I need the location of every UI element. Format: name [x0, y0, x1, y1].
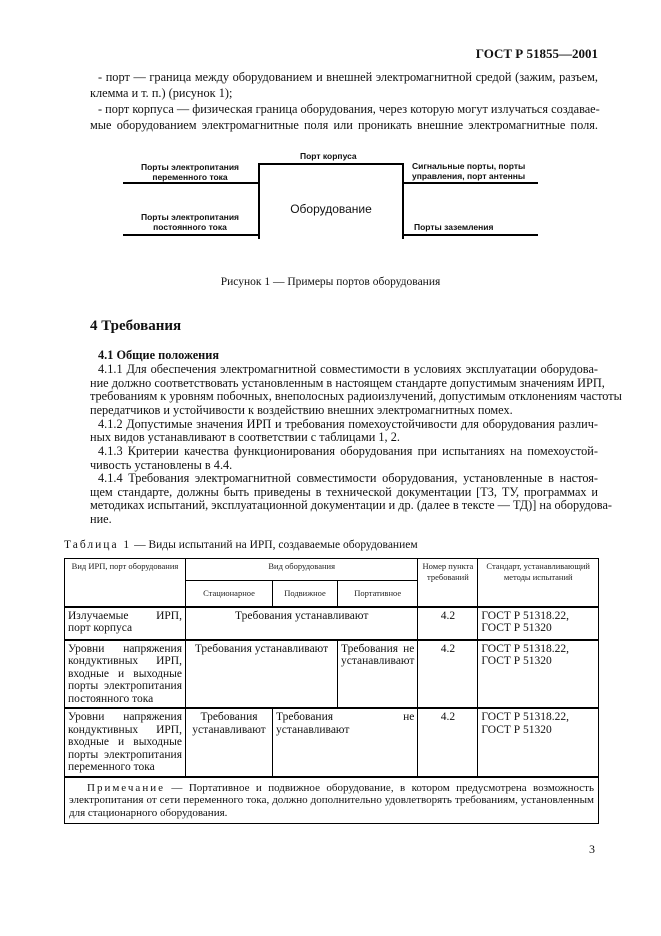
label-line: Порты электропитания	[140, 162, 240, 172]
enclosure-port-label: Порт корпуса	[300, 151, 357, 161]
text-line: щем стандарте, должны быть приведены в технической документации [ТЗ, ТУ, программах и	[90, 485, 598, 499]
cell-type: Уровни напряжения кондуктивных ИРП, входные и выходные порты электропитания переменного тока	[65, 708, 186, 777]
equipment-box	[258, 163, 404, 239]
text-line: - порт — граница между оборудованием и внешней электромагнитной средой (зажим, разъем,	[98, 70, 598, 84]
text-line: - порт корпуса — физическая граница оборудования, через которую могут излучаться создавае-	[98, 102, 600, 116]
emission-tests-table	[64, 558, 599, 824]
text-line: клемма и т. п.) (рисунок 1);	[90, 86, 233, 100]
text-line: ных видов устанавливают в соответствии с таблицами 1, 2.	[90, 430, 400, 444]
ground-port-label: Порты заземления	[414, 222, 494, 232]
signal-port-line	[402, 182, 538, 184]
cell-requirements: Требования устанавливают	[186, 607, 418, 640]
text-line: ние должно соответствовать установленным в настоящем стандарте допустимым значениям ИРП,	[90, 376, 605, 390]
table-row	[65, 607, 599, 640]
section-title: 4 Требования	[90, 318, 182, 334]
cell-clause: 4.2	[418, 640, 478, 709]
text-line: передатчиков и устойчивости к воздействию внешних электромагнитных помех.	[90, 403, 513, 417]
cell-standard: ГОСТ Р 51318.22, ГОСТ Р 51320	[478, 640, 599, 709]
cell-standard: ГОСТ Р 51318.22, ГОСТ Р 51320	[478, 607, 599, 640]
signal-port-label	[412, 161, 525, 181]
dc-port-label	[125, 212, 255, 232]
text-line: мые оборудованием электромагнитные поля или проникать внешние электромагнитные поля.	[90, 118, 598, 132]
text-line: 4.1.1 Для обеспечения электромагнитной совместимости в условиях эксплуатации оборудова-	[98, 362, 598, 376]
cell-requirements: Требования не устанавливают	[273, 708, 418, 777]
dc-port-line	[123, 234, 258, 236]
cell-requirements-portable: Требования не устанавливают	[338, 640, 418, 709]
cell-standard: ГОСТ Р 51318.22, ГОСТ Р 51320	[478, 708, 599, 777]
table-header-row	[65, 559, 599, 581]
table-caption-label: Таблица 1	[64, 539, 132, 551]
header-stationary: Стационарное	[186, 581, 273, 607]
cell-clause: 4.2	[418, 708, 478, 777]
header-clause: Номер пункта требований	[418, 559, 478, 607]
equipment-label: Оборудование	[290, 202, 372, 216]
label-line: переменного тока	[152, 172, 228, 182]
table-caption	[64, 538, 418, 552]
text-line: 4.1.3 Критерии качества функционирования оборудования при испытаниях на помехоустой-	[98, 444, 598, 458]
table-note	[65, 777, 599, 824]
cell-type: Уровни напряжения кондуктивных ИРП, входные и выходные порты электропитания постоянного тока	[65, 640, 186, 709]
document-id: ГОСТ Р 51855—2001	[475, 46, 598, 61]
text-line: чивость установлены в 4.4.	[90, 458, 233, 472]
table-row	[65, 640, 599, 709]
page-number: 3	[589, 842, 595, 856]
text-line: 4.1.4 Требования электромагнитной совместимости оборудования, установленные в настоя-	[98, 471, 598, 485]
label-line: управления, порт антенны	[412, 171, 526, 181]
cell-clause: 4.2	[418, 607, 478, 640]
label-line: постоянного тока	[153, 222, 227, 232]
text-line: ние.	[90, 512, 112, 526]
table-note-row	[65, 777, 599, 824]
table-caption-text: — Виды испытаний на ИРП, создаваемые оборудованием	[131, 539, 418, 551]
ac-port-line	[123, 182, 258, 184]
ac-port-label	[125, 162, 255, 182]
text-line: требованиям к уровням побочных, внеполосных радиоизлучений, допустимым отклонениям частоты	[90, 389, 622, 403]
text-line: методиках испытаний, эксплуатационной документации и др. (далее в тексте — ТД)] на оборудова-	[90, 498, 613, 512]
label-line: Порты электропитания	[140, 212, 240, 222]
note-label: Примечание	[87, 781, 165, 794]
label-line: Сигнальные порты, порты	[412, 161, 526, 171]
ground-port-line	[402, 234, 538, 236]
cell-requirements: Требования устанавливают	[186, 640, 338, 709]
text-line: 4.1.2 Допустимые значения ИРП и требования помехоустойчивости для оборудования различ-	[98, 417, 598, 431]
note-text: — Портативное и подвижное оборудование, в котором предусмотрена возможность электропитания от сети переменного тока, должно дополнительно удовлетворять требованиям, установленным для стационарного оборудования.	[69, 781, 594, 819]
header-standard: Стандарт, устанавливающий методы испытаний	[478, 559, 599, 607]
header-portable: Портативное	[338, 581, 418, 607]
header-equipment: Вид оборудования	[186, 559, 418, 581]
cell-requirements-stationary: Требования устанавливают	[186, 708, 273, 777]
header-mobile: Подвижное	[273, 581, 338, 607]
figure-caption: Рисунок 1 — Примеры портов оборудования	[220, 276, 441, 288]
cell-type: Излучаемые ИРП, порт корпуса	[65, 607, 186, 640]
table-row	[65, 708, 599, 777]
header-type: Вид ИРП, порт оборудования	[65, 559, 186, 607]
subsection-title: 4.1 Общие положения	[98, 348, 220, 362]
